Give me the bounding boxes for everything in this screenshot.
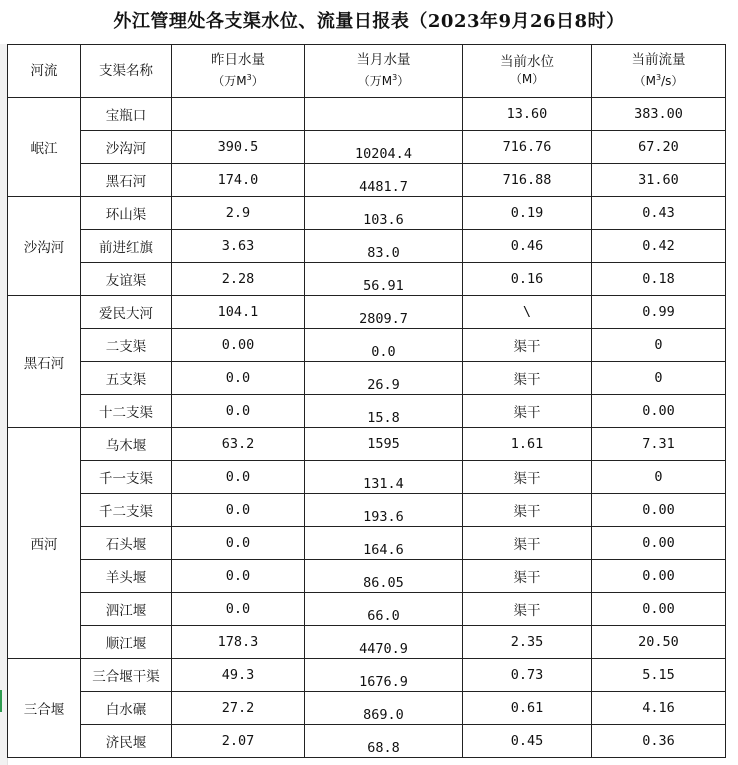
month-volume-cell[interactable] xyxy=(305,197,463,230)
flow-rate-cell[interactable]: 0.42 xyxy=(592,230,726,263)
flow-rate-cell[interactable]: 5.15 xyxy=(592,659,726,692)
yesterday-volume-cell[interactable]: 0.00 xyxy=(172,329,305,362)
header-level-unit: （M） xyxy=(509,72,545,86)
water-level-cell[interactable]: 渠干 xyxy=(463,329,592,362)
water-level-cell[interactable]: 渠干 xyxy=(463,395,592,428)
yesterday-volume-cell[interactable]: 0.0 xyxy=(172,362,305,395)
table-row xyxy=(8,626,726,659)
month-volume-cell-text: 66.0 xyxy=(367,608,400,624)
branch-name-cell[interactable]: 济民堰 xyxy=(81,725,172,758)
month-volume-cell[interactable] xyxy=(305,230,463,263)
report-title: 外江管理处各支渠水位、流量日报表（2023年9月26日8时） xyxy=(113,11,625,32)
month-volume-cell-text: 86.05 xyxy=(363,575,404,591)
yesterday-volume-cell[interactable]: 2.28 xyxy=(172,263,305,296)
flow-rate-cell[interactable]: 0.99 xyxy=(592,296,726,329)
month-volume-cell-text: 131.4 xyxy=(363,476,404,492)
flow-rate-cell[interactable]: 20.50 xyxy=(592,626,726,659)
table-row xyxy=(8,263,726,296)
month-volume-cell-text: 1676.9 xyxy=(359,674,408,690)
water-level-cell[interactable]: 716.76 xyxy=(463,131,592,164)
month-volume-cell[interactable] xyxy=(305,659,463,692)
header-yesterday-unit: （万$M^3$） xyxy=(212,73,264,88)
yesterday-volume-cell[interactable]: 390.5 xyxy=(172,131,305,164)
water-level-cell[interactable]: 0.73 xyxy=(463,659,592,692)
water-level-cell[interactable]: 1.61 xyxy=(463,428,592,461)
table-row xyxy=(8,560,726,593)
month-volume-cell-text: 103.6 xyxy=(363,212,404,228)
river-cell[interactable]: 岷江 xyxy=(8,98,81,197)
yesterday-volume-cell[interactable]: 3.63 xyxy=(172,230,305,263)
month-volume-cell-text: 193.6 xyxy=(363,509,404,525)
table-row xyxy=(8,131,726,164)
branch-name-cell[interactable]: 十二支渠 xyxy=(81,395,172,428)
flow-rate-cell[interactable]: 0.00 xyxy=(592,494,726,527)
month-volume-cell[interactable] xyxy=(305,98,463,131)
table-row xyxy=(8,527,726,560)
header-flow-unit: $(M^3/s)$ xyxy=(633,73,684,88)
branch-name-cell[interactable]: 乌木堰 xyxy=(81,428,172,461)
yesterday-volume-cell[interactable]: 104.1 xyxy=(172,296,305,329)
water-level-cell[interactable]: 渠干 xyxy=(463,527,592,560)
header-flow-label: 当前流量 xyxy=(631,52,686,68)
month-volume-cell[interactable] xyxy=(305,626,463,659)
month-volume-cell[interactable] xyxy=(305,725,463,758)
yesterday-volume-cell[interactable]: 174.0 xyxy=(172,164,305,197)
header-level-label: 当前水位 xyxy=(500,54,554,70)
month-volume-cell-text: 869.0 xyxy=(363,707,404,723)
table-row xyxy=(8,329,726,362)
yesterday-volume-cell[interactable]: 0.0 xyxy=(172,593,305,626)
water-level-cell[interactable]: \ xyxy=(463,296,592,329)
header-month-label: 当月水量 xyxy=(356,52,411,68)
month-volume-cell[interactable]: 1595 xyxy=(305,428,463,461)
flow-rate-cell[interactable]: 0.36 xyxy=(592,725,726,758)
flow-rate-cell[interactable]: 0 xyxy=(592,461,726,494)
river-cell[interactable]: 黑石河 xyxy=(8,296,81,428)
water-level-cell[interactable]: 渠干 xyxy=(463,461,592,494)
table-row xyxy=(8,659,726,692)
table-row xyxy=(8,98,726,131)
month-volume-cell-text: 2809.7 xyxy=(359,311,408,327)
yesterday-volume-cell[interactable]: 2.9 xyxy=(172,197,305,230)
month-volume-cell-text: 4481.7 xyxy=(359,179,408,195)
water-level-cell[interactable]: 渠干 xyxy=(463,362,592,395)
header-row xyxy=(8,45,726,98)
flow-rate-cell[interactable]: 0.18 xyxy=(592,263,726,296)
table-row xyxy=(8,395,726,428)
table-row xyxy=(8,725,726,758)
yesterday-volume-cell[interactable]: 0.0 xyxy=(172,461,305,494)
active-row-marker xyxy=(0,690,2,712)
header-level[interactable] xyxy=(463,45,592,98)
water-report-table xyxy=(7,44,726,758)
water-level-cell[interactable]: 2.35 xyxy=(463,626,592,659)
flow-rate-cell[interactable]: 0 xyxy=(592,329,726,362)
header-yesterday-label: 昨日水量 xyxy=(211,52,265,68)
table-row xyxy=(8,593,726,626)
month-volume-cell[interactable] xyxy=(305,560,463,593)
river-cell[interactable]: 三合堰 xyxy=(8,659,81,758)
water-level-cell[interactable]: 0.16 xyxy=(463,263,592,296)
river-cell[interactable]: 西河 xyxy=(8,428,81,659)
yesterday-volume-cell[interactable] xyxy=(172,98,305,131)
flow-rate-cell[interactable]: 4.16 xyxy=(592,692,726,725)
month-volume-cell[interactable] xyxy=(305,164,463,197)
water-level-cell[interactable]: 渠干 xyxy=(463,593,592,626)
yesterday-volume-cell[interactable]: 178.3 xyxy=(172,626,305,659)
branch-name-cell[interactable]: 羊头堰 xyxy=(81,560,172,593)
month-volume-cell[interactable] xyxy=(305,527,463,560)
table-row xyxy=(8,197,726,230)
month-volume-cell-text: 164.6 xyxy=(363,542,404,558)
table-row xyxy=(8,230,726,263)
table-row xyxy=(8,362,726,395)
month-volume-cell[interactable] xyxy=(305,362,463,395)
flow-rate-cell[interactable]: 7.31 xyxy=(592,428,726,461)
month-volume-cell[interactable] xyxy=(305,461,463,494)
month-volume-cell-text: 83.0 xyxy=(367,245,400,261)
water-level-cell[interactable]: 0.46 xyxy=(463,230,592,263)
month-volume-cell-text: 4470.9 xyxy=(359,641,408,657)
branch-name-cell[interactable]: 黑石河 xyxy=(81,164,172,197)
branch-name-cell[interactable]: 宝瓶口 xyxy=(81,98,172,131)
month-volume-cell[interactable] xyxy=(305,593,463,626)
table-row xyxy=(8,428,726,461)
month-volume-cell[interactable] xyxy=(305,296,463,329)
header-branch[interactable]: 支渠名称 xyxy=(81,45,172,98)
branch-name-cell[interactable]: 千一支渠 xyxy=(81,461,172,494)
yesterday-volume-cell[interactable]: 0.0 xyxy=(172,494,305,527)
flow-rate-cell[interactable]: 0.00 xyxy=(592,395,726,428)
water-level-cell[interactable]: 渠干 xyxy=(463,560,592,593)
month-volume-cell[interactable] xyxy=(305,263,463,296)
flow-rate-cell[interactable]: 67.20 xyxy=(592,131,726,164)
yesterday-volume-cell[interactable]: 49.3 xyxy=(172,659,305,692)
month-volume-cell[interactable] xyxy=(305,131,463,164)
branch-name-cell[interactable]: 友谊渠 xyxy=(81,263,172,296)
header-flow[interactable] xyxy=(592,45,726,98)
month-volume-cell[interactable] xyxy=(305,494,463,527)
water-level-cell[interactable]: 0.45 xyxy=(463,725,592,758)
yesterday-volume-cell[interactable]: 0.0 xyxy=(172,527,305,560)
table-row xyxy=(8,461,726,494)
table-row xyxy=(8,296,726,329)
branch-name-cell[interactable]: 三合堰干渠 xyxy=(81,659,172,692)
water-level-cell[interactable]: 0.61 xyxy=(463,692,592,725)
water-level-cell[interactable]: 716.88 xyxy=(463,164,592,197)
branch-name-cell[interactable]: 顺江堰 xyxy=(81,626,172,659)
yesterday-volume-cell[interactable]: 27.2 xyxy=(172,692,305,725)
flow-rate-cell[interactable]: 31.60 xyxy=(592,164,726,197)
month-volume-cell[interactable] xyxy=(305,395,463,428)
branch-name-cell[interactable]: 千二支渠 xyxy=(81,494,172,527)
water-level-cell[interactable]: 渠干 xyxy=(463,494,592,527)
table-row xyxy=(8,494,726,527)
branch-name-cell[interactable]: 二支渠 xyxy=(81,329,172,362)
yesterday-volume-cell[interactable]: 63.2 xyxy=(172,428,305,461)
branch-name-cell[interactable]: 爱民大河 xyxy=(81,296,172,329)
header-river[interactable]: 河流 xyxy=(8,45,81,98)
river-cell[interactable]: 沙沟河 xyxy=(8,197,81,296)
month-volume-cell-text: 0.0 xyxy=(371,344,396,360)
header-month[interactable] xyxy=(305,45,463,98)
branch-name-cell[interactable]: 石头堰 xyxy=(81,527,172,560)
table-row xyxy=(8,692,726,725)
month-volume-cell-text: 56.91 xyxy=(363,278,404,294)
flow-rate-cell[interactable]: 0.43 xyxy=(592,197,726,230)
table-row xyxy=(8,164,726,197)
branch-name-cell[interactable]: 五支渠 xyxy=(81,362,172,395)
header-month-unit: （万$M^3$） xyxy=(357,73,410,88)
branch-name-cell[interactable]: 白水碾 xyxy=(81,692,172,725)
flow-rate-cell[interactable]: 0 xyxy=(592,362,726,395)
month-volume-cell[interactable] xyxy=(305,692,463,725)
month-volume-cell-text: 15.8 xyxy=(367,410,400,426)
flow-rate-cell[interactable]: 0.00 xyxy=(592,560,726,593)
branch-name-cell[interactable]: 环山渠 xyxy=(81,197,172,230)
flow-rate-cell[interactable]: 383.00 xyxy=(592,98,726,131)
month-volume-cell[interactable] xyxy=(305,329,463,362)
yesterday-volume-cell[interactable]: 0.0 xyxy=(172,395,305,428)
yesterday-volume-cell[interactable]: 2.07 xyxy=(172,725,305,758)
month-volume-cell-text: 10204.4 xyxy=(355,146,412,162)
yesterday-volume-cell[interactable]: 0.0 xyxy=(172,560,305,593)
branch-name-cell[interactable]: 前进红旗 xyxy=(81,230,172,263)
flow-rate-cell[interactable]: 0.00 xyxy=(592,527,726,560)
branch-name-cell[interactable]: 泗江堰 xyxy=(81,593,172,626)
header-yesterday[interactable] xyxy=(172,45,305,98)
month-volume-cell-text: 26.9 xyxy=(367,377,400,393)
month-volume-cell-text: 68.8 xyxy=(367,740,400,756)
water-level-cell[interactable]: 13.60 xyxy=(463,98,592,131)
water-level-cell[interactable]: 0.19 xyxy=(463,197,592,230)
flow-rate-cell[interactable]: 0.00 xyxy=(592,593,726,626)
branch-name-cell[interactable]: 沙沟河 xyxy=(81,131,172,164)
